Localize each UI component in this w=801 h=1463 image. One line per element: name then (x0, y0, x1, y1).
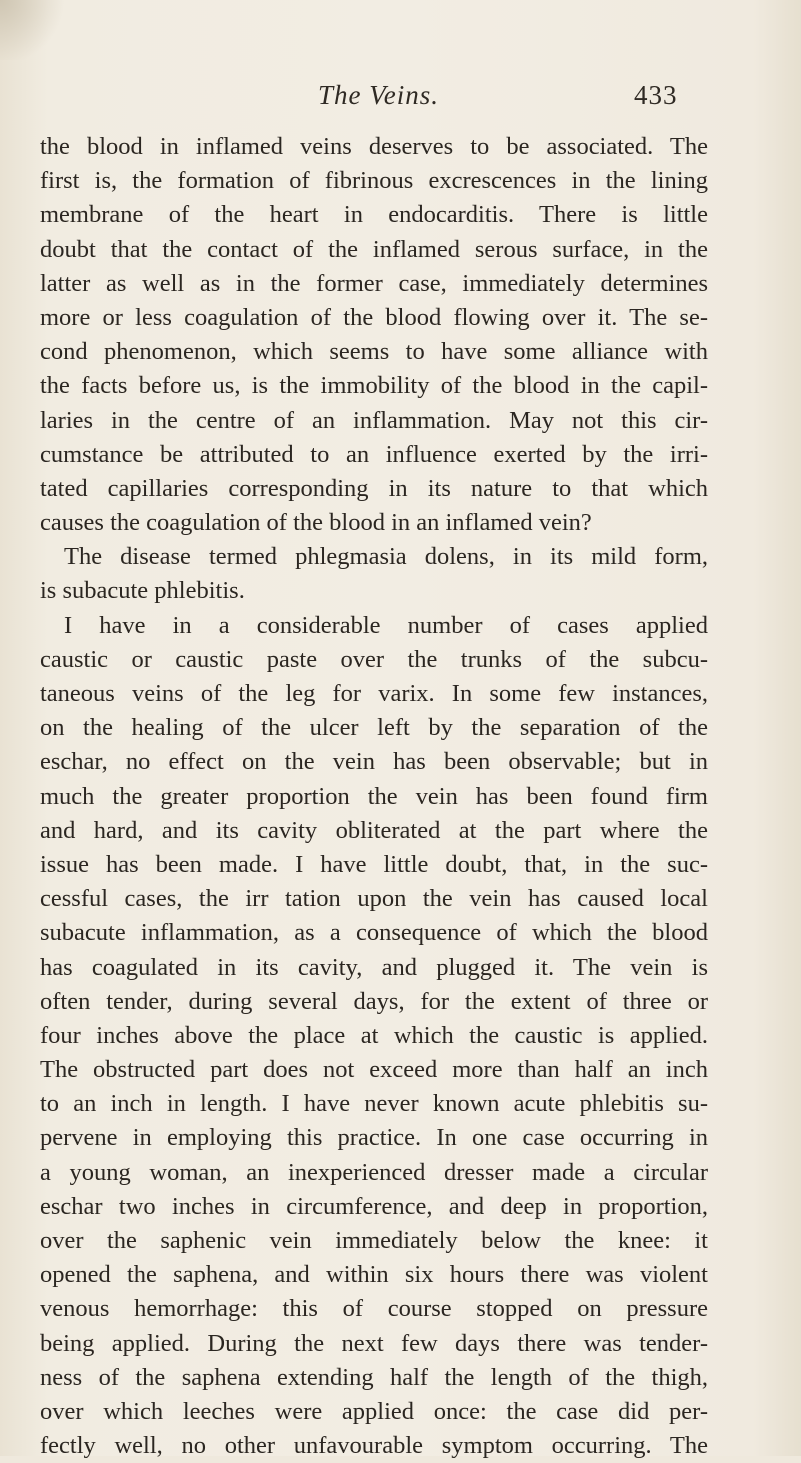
text-line: doubt that the contact of the inflamed serous surface, in the (40, 235, 708, 263)
text-line: causes the coagulation of the blood in an inflamed vein? (40, 509, 592, 537)
text-line: pervene in employing this practice. In one case occurring in (40, 1124, 708, 1152)
text-line: more or less coagulation of the blood flowing over it. The se- (40, 303, 708, 331)
text-line: subacute inflammation, as a consequence of which the blood (40, 919, 708, 947)
text-line: and hard, and its cavity obliterated at the part where the (40, 816, 708, 844)
text-line: fectly well, no other unfavourable symptom occurring. The (40, 1432, 708, 1460)
text-line: latter as well as in the former case, immediately determines (40, 269, 708, 297)
text-line: laries in the centre of an inflammation. May not this cir- (40, 406, 708, 434)
text-line: caustic or caustic paste over the trunks of the subcu- (40, 645, 708, 673)
running-title: The Veins. (318, 80, 439, 110)
text-line: The disease termed phlegmasia dolens, in its mild form, (64, 543, 708, 571)
text-line: the facts before us, is the immobility of the blood in the capil- (40, 372, 708, 400)
text-line: four inches above the place at which the caustic is applied. (40, 1021, 708, 1049)
text-line: a young woman, an inexperienced dresser made a circular (40, 1158, 708, 1186)
text-line: tated capillaries corresponding in its nature to that which (40, 474, 708, 502)
text-line: eschar two inches in circumference, and deep in proportion, (40, 1192, 708, 1220)
text-line: ness of the saphena extending half the length of the thigh, (40, 1363, 708, 1391)
text-line: often tender, during several days, for the extent of three or (40, 987, 708, 1015)
text-line: I have in a considerable number of cases applied (64, 611, 708, 639)
text-line: cessful cases, the irr tation upon the vein has caused local (40, 885, 708, 913)
text-line: on the healing of the ulcer left by the separation of the (40, 714, 708, 742)
text-line: taneous veins of the leg for varix. In some few instances, (40, 680, 708, 707)
text-line: is subacute phlebitis. (40, 577, 245, 605)
page-number: 433 (634, 80, 678, 110)
text-line: being applied. During the next few days there was tender- (40, 1329, 708, 1357)
text-line: to an inch in length. I have never known acute phlebitis su- (40, 1090, 708, 1118)
text-line: opened the saphena, and within six hours there was violent (40, 1261, 708, 1289)
text-line: cumstance be attributed to an influence exerted by the irri- (40, 440, 708, 468)
text-line: much the greater proportion the vein has been found firm (40, 782, 708, 810)
text-line: venous hemorrhage: this of course stopped on pressure (40, 1295, 708, 1323)
text-line: membrane of the heart in endocarditis. There is little (40, 201, 708, 229)
running-head (0, 80, 801, 120)
text-line: the blood in inflamed veins deserves to be associated. The (40, 133, 708, 160)
text-line: has coagulated in its cavity, and plugged it. The vein is (40, 953, 708, 981)
text-line: issue has been made. I have little doubt, that, in the suc- (40, 850, 708, 878)
text-line: eschar, no effect on the vein has been observable; but in (40, 748, 708, 776)
body-text (40, 130, 708, 1463)
text-line: cond phenomenon, which seems to have some alliance with (40, 338, 708, 366)
text-line: over which leeches were applied once: the case did per- (40, 1397, 708, 1425)
page-corner-shadow (0, 0, 70, 60)
text-line: over the saphenic vein immediately below the knee: it (40, 1227, 708, 1254)
text-line: The obstructed part does not exceed more than half an inch (40, 1056, 708, 1084)
text-line: first is, the formation of fibrinous excrescences in the lining (40, 167, 708, 195)
